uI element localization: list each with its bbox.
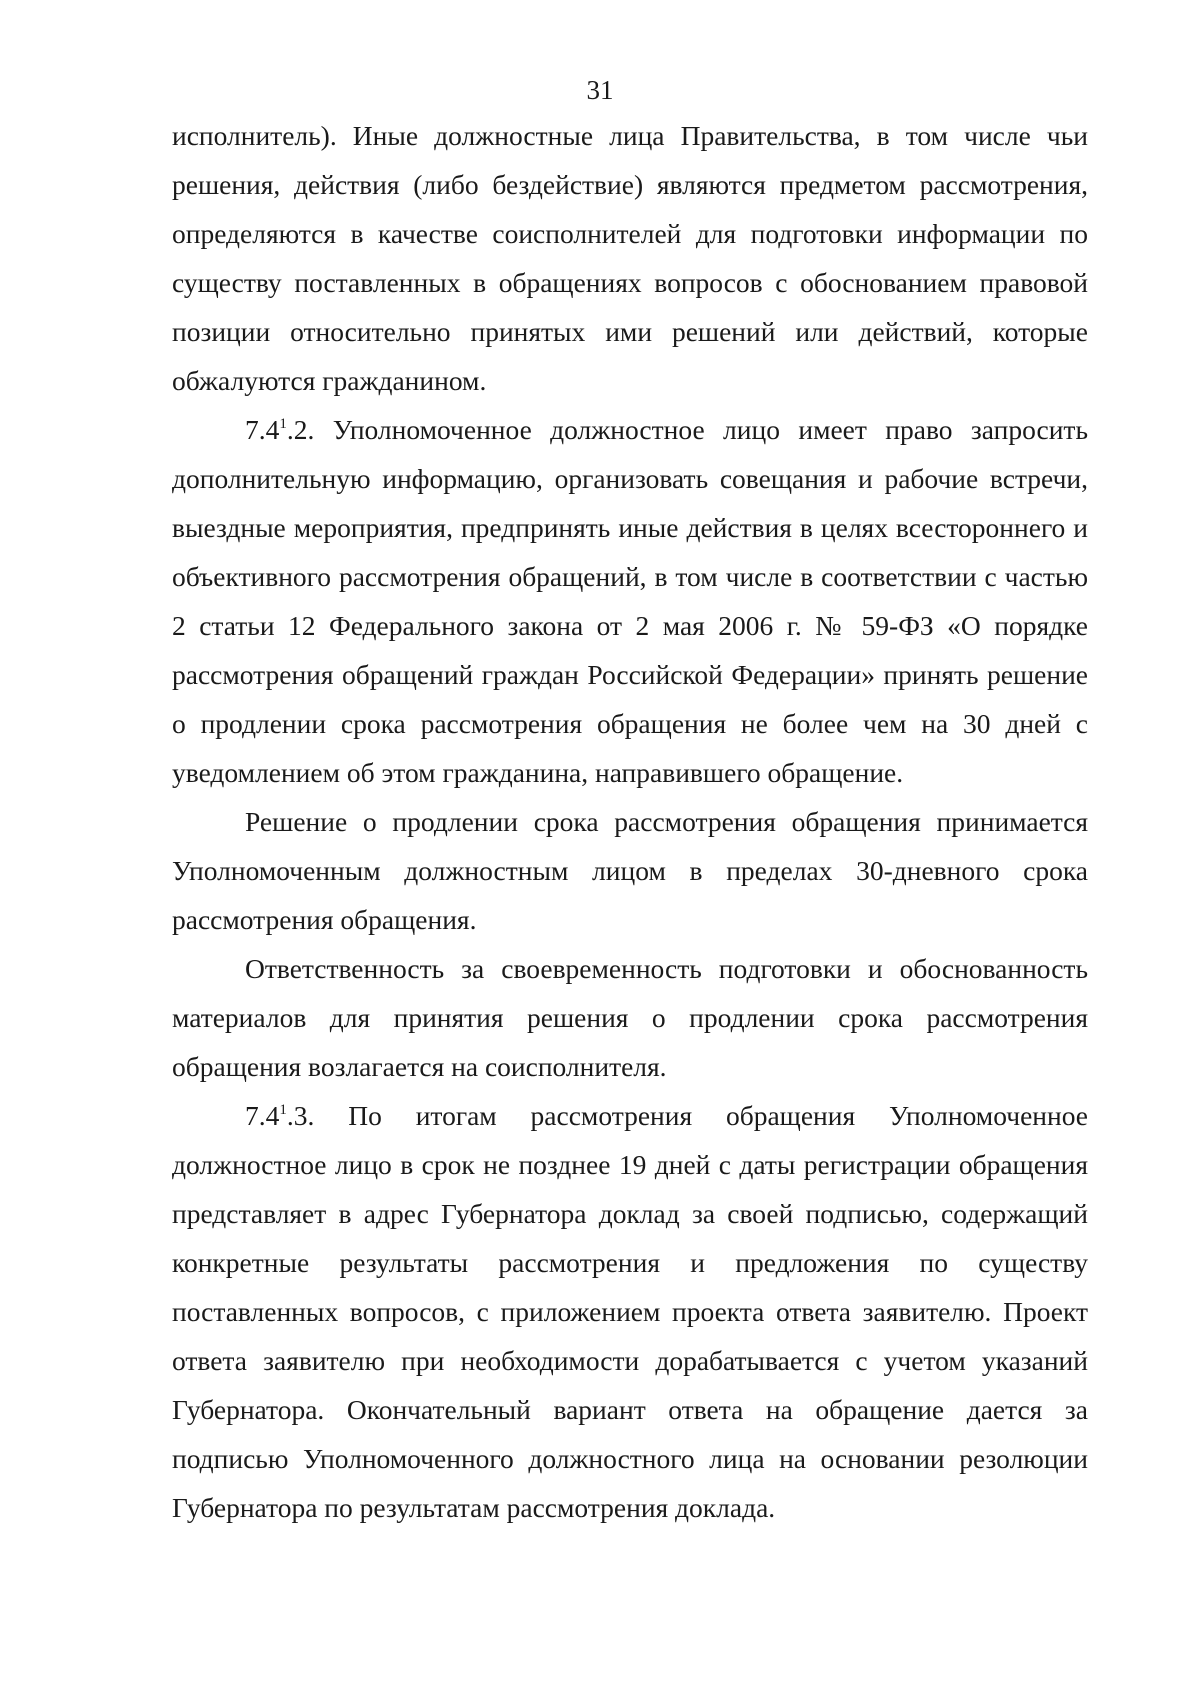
paragraph-text: По итогам рассмотрения обращения Уполномоченное должностное лицо в срок не позднее 19 дней с даты регистрации обращения представляет в адрес Губернатора доклад за своей подписью, содержащий конкретные результаты рассмотрения и предложения по существу поставленных вопросов, с приложением проекта ответа заявителю. Проект ответа заявителю при необходимости дорабатывается с учетом указаний Губернатора. Окончательный вариант ответа на обращение дается за подписью Уполномоченного должностного лица на основании резолюции Губернатора по результатам рассмотрения доклада. — [172, 1100, 1088, 1523]
paragraph-continuation — [172, 111, 1088, 405]
paragraph-text: Решение о продлении срока рассмотрения обращения принимается Уполномоченным должностным лицом в пределах 30-дневного срока рассмотрения обращения. — [172, 806, 1088, 935]
paragraph-clause-7-4-1-3 — [172, 1091, 1088, 1532]
clause-superscript: 1 — [279, 1102, 287, 1118]
paragraph-text: Ответственность за своевременность подготовки и обоснованность материалов для принятия решения о продлении срока рассмотрения обращения возлагается на соисполнителя. — [172, 953, 1088, 1082]
paragraph-extension-decision — [172, 797, 1088, 944]
paragraph-responsibility — [172, 944, 1088, 1091]
clause-superscript: 1 — [279, 416, 287, 432]
paragraph-clause-7-4-1-2 — [172, 405, 1088, 797]
page-number: 31 — [586, 75, 614, 105]
document-body — [172, 111, 1088, 1532]
clause-number: $7.4^1.2$. — [245, 414, 315, 445]
clause-number: $7.4^1.3$. — [245, 1100, 315, 1131]
paragraph-text: Уполномоченное должностное лицо имеет право запросить дополнительную информацию, организовать совещания и рабочие встречи, выездные мероприятия, предпринять иные действия в целях всестороннего и объективного рассмотрения обращений, в том числе в соответствии с частью 2 статьи 12 Федерального закона от 2 мая 2006 г. № 59-ФЗ «О порядке рассмотрения обращений граждан Российской Федерации» принять решение о продлении срока рассмотрения обращения не более чем на 30 дней с уведомлением об этом гражданина, направившего обращение. — [172, 414, 1088, 788]
paragraph-text: исполнитель). Иные должностные лица Правительства, в том числе чьи решения, действия (либо бездействие) являются предметом рассмотрения, определяются в качестве соисполнителей для подготовки информации по существу поставленных в обращениях вопросов с обоснованием правовой позиции относительно принятых ими решений или действий, которые обжалуются гражданином. — [172, 120, 1088, 396]
